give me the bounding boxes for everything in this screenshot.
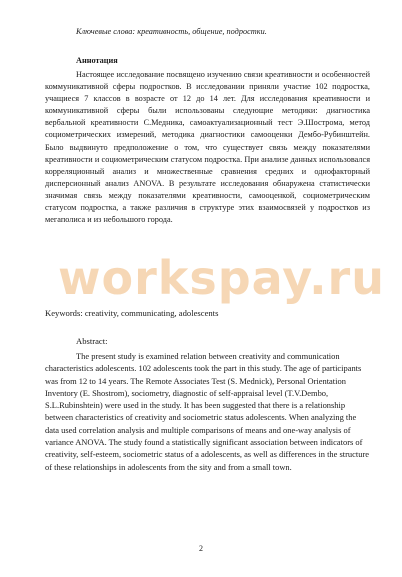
annotation-text-ru: Настоящее исследование посвящено изучению связи креативности и особенностей коммуникативной сферы подростков. В исследовании приняли участие 102 подростка, учащиеся 7 классов в возрасте от 12 до 14 лет. Для исследования креативности и коммуникативной сферы были использованы следующие методики: диагностика вербальной креативности С.Медника, самоактуализационный тест Э.Шострома, метод социометрических измерений, методика диагностики самооценки Дембо-Рубинштейн. Было выдвинуто предположение о том, что существует связь между показателями креативности и социометрическим статусом подростка. При анализе данных использовался корреляционный анализ и множественные сравнения средних и однофакторный дисперсионный анализ ANOVA. В результате исследования обнаружена статистически значимая связь между показателями креативности, самооценкой, социометрическим статусом подростка, а также различия в структуре этих взаимосвязей у подростков из мегаполиса и из небольшого города. <box>45 70 370 225</box>
page-number: 2 <box>199 544 203 553</box>
keywords-en: Keywords: creativity, communicating, adolescents <box>45 308 219 318</box>
abstract-heading-en: Abstract: <box>76 336 108 346</box>
keywords-ru: Ключевые слова: креативность, общение, подростки. <box>76 27 267 36</box>
abstract-text-en: The present study is examined relation between creativity and communication characteristics adolescents. 102 adolescents took the part in this study. The age of participants was from 12 to 14 years. The Remote Associates Test (S. Mednick), Personal Orientation Inventory (E. Shostrom), sociometry, diagnostic of self-appraisal level (T.V.Dembo, S.L.Rubinshtein) were used in the study. It has been suggested that there is a relationship between characteristics of creativity and sociometric status adolescents. When analyzing the data used correlation analysis and multiple comparisons of means and one-way analysis of variance ANOVA. The study found a statistically significant association between indicators of creativity, self-esteem, sociometric status of a adolescents, as well as differences in the structure of these relationships in adolescents from the sity and from a small town. <box>45 351 370 472</box>
watermark: workspay.ru <box>58 251 385 305</box>
annotation-heading-ru: Аннотация <box>76 56 118 65</box>
